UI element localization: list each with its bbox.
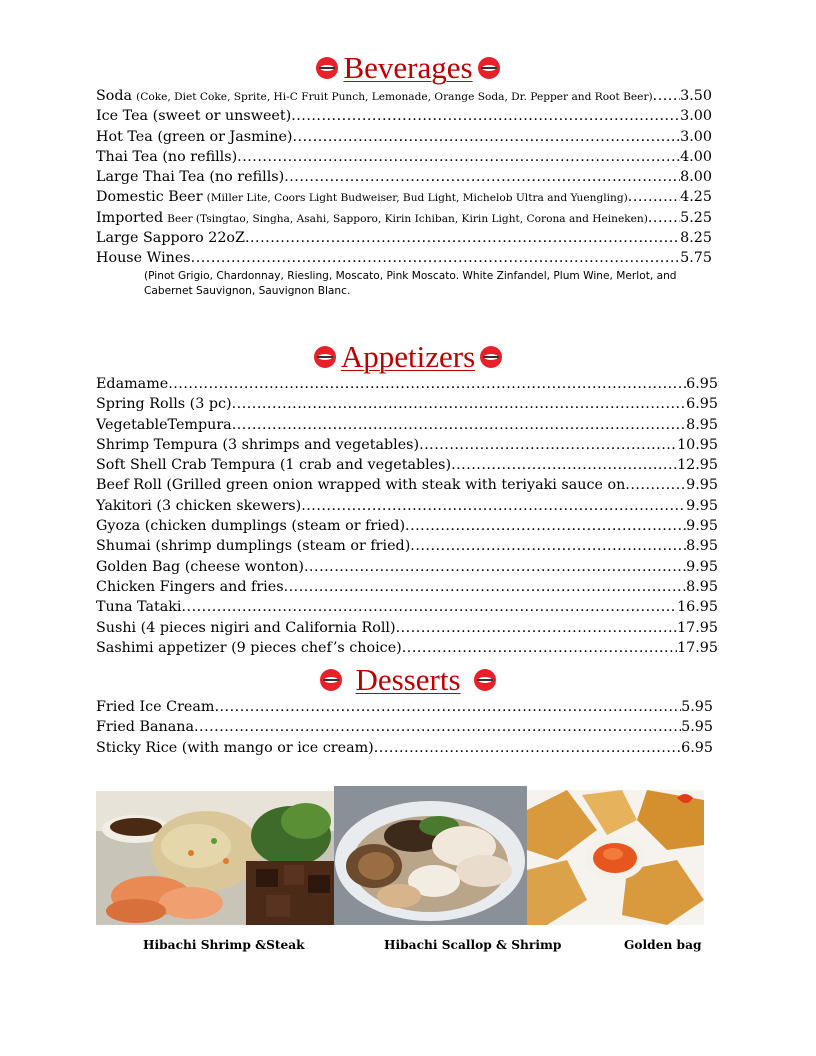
menu-item: Soda (Coke, Diet Coke, Sprite, Hi-C Fruit Punch, Lemonade, Orange Soda, Dr. Pepper and Root Beer) ..... 3.50 xyxy=(96,86,712,106)
hibachi-shrimp-steak-photo xyxy=(96,791,334,925)
red-circle-logo-icon xyxy=(315,56,339,80)
menu-item: Golden Bag (cheese wonton) ..... 9.95 xyxy=(96,557,718,577)
menu-item: Yakitori (3 chicken skewers) ..... 9.95 xyxy=(96,496,718,516)
red-circle-logo-icon xyxy=(473,668,497,692)
golden-bag-photo xyxy=(527,790,704,925)
menu-item: Gyoza (chicken dumplings (steam or fried) ..... 9.95 xyxy=(96,516,718,536)
menu-item: Large Thai Tea (no refills) ..... 8.00 xyxy=(96,167,712,187)
hibachi-scallop-shrimp-photo xyxy=(334,786,527,925)
menu-item: Ice Tea (sweet or unsweet) ..... 3.00 xyxy=(96,106,712,126)
red-circle-logo-icon xyxy=(319,668,343,692)
appetizers-title: Appetizers xyxy=(340,339,476,374)
menu-item: Shrimp Tempura (3 shrimps and vegetables) ..... 10.95 xyxy=(96,435,718,455)
beverages-heading xyxy=(0,52,816,83)
photo-caption: Golden bag xyxy=(624,938,702,952)
beverages-title: Beverages xyxy=(343,50,473,85)
menu-item: Sticky Rice (with mango or ice cream) ..... 6.95 xyxy=(96,738,713,758)
menu-item: Sashimi appetizer (9 pieces chef’s choice) ..... 17.95 xyxy=(96,638,718,658)
menu-item: Domestic Beer (Miller Lite, Coors Light Budweiser, Bud Light, Michelob Ultra and Yuengling) ..... 4.25 xyxy=(96,187,712,207)
menu-item: Fried Banana ..... 5.95 xyxy=(96,717,713,737)
menu-item: Thai Tea (no refills) ..... 4.00 xyxy=(96,147,712,167)
menu-item: Beef Roll (Grilled green onion wrapped with steak with teriyaki sauce on ..... 9.95 xyxy=(96,475,718,495)
menu-item: Edamame ..... 6.95 xyxy=(96,374,718,394)
desserts-title: Desserts xyxy=(355,662,461,697)
menu-item: Soft Shell Crab Tempura (1 crab and vegetables) ..... 12.95 xyxy=(96,455,718,475)
desserts-list xyxy=(96,697,713,758)
menu-item: Hot Tea (green or Jasmine) ..... 3.00 xyxy=(96,127,712,147)
menu-item: VegetableTempura ..... 8.95 xyxy=(96,415,718,435)
menu-item: Fried Ice Cream ..... 5.95 xyxy=(96,697,713,717)
wine-list-note: (Pinot Grigio, Chardonnay, Riesling, Moscato, Pink Moscato. White Zinfandel, Plum Wine, Merlot, and Cabernet Sauvignon, Sauvignon Blanc. xyxy=(144,270,677,297)
photo-caption: Hibachi Scallop & Shrimp xyxy=(384,938,562,952)
menu-item: Chicken Fingers and fries ..... 8.95 xyxy=(96,577,718,597)
appetizers-heading xyxy=(0,341,816,372)
menu-item: Large Sapporo 22oZ ..... 8.25 xyxy=(96,228,712,248)
menu-item: Spring Rolls (3 pc) ..... 6.95 xyxy=(96,394,718,414)
appetizers-list xyxy=(96,374,718,658)
beverages-list xyxy=(96,86,712,269)
menu-item: Imported Beer (Tsingtao, Singha, Asahi, Sapporo, Kirin Ichiban, Kirin Light, Corona and Heineken) ..... 5.25 xyxy=(96,208,712,228)
menu-item: Tuna Tataki ..... 16.95 xyxy=(96,597,718,617)
photo-caption: Hibachi Shrimp &Steak xyxy=(143,938,305,952)
red-circle-logo-icon xyxy=(313,345,337,369)
menu-item: House Wines ..... 5.75 xyxy=(96,248,712,268)
menu-item: Sushi (4 pieces nigiri and California Roll) ..... 17.95 xyxy=(96,618,718,638)
menu-item: Shumai (shrimp dumplings (steam or fried) ..... 8.95 xyxy=(96,536,718,556)
red-circle-logo-icon xyxy=(479,345,503,369)
red-circle-logo-icon xyxy=(477,56,501,80)
desserts-heading xyxy=(0,664,816,695)
